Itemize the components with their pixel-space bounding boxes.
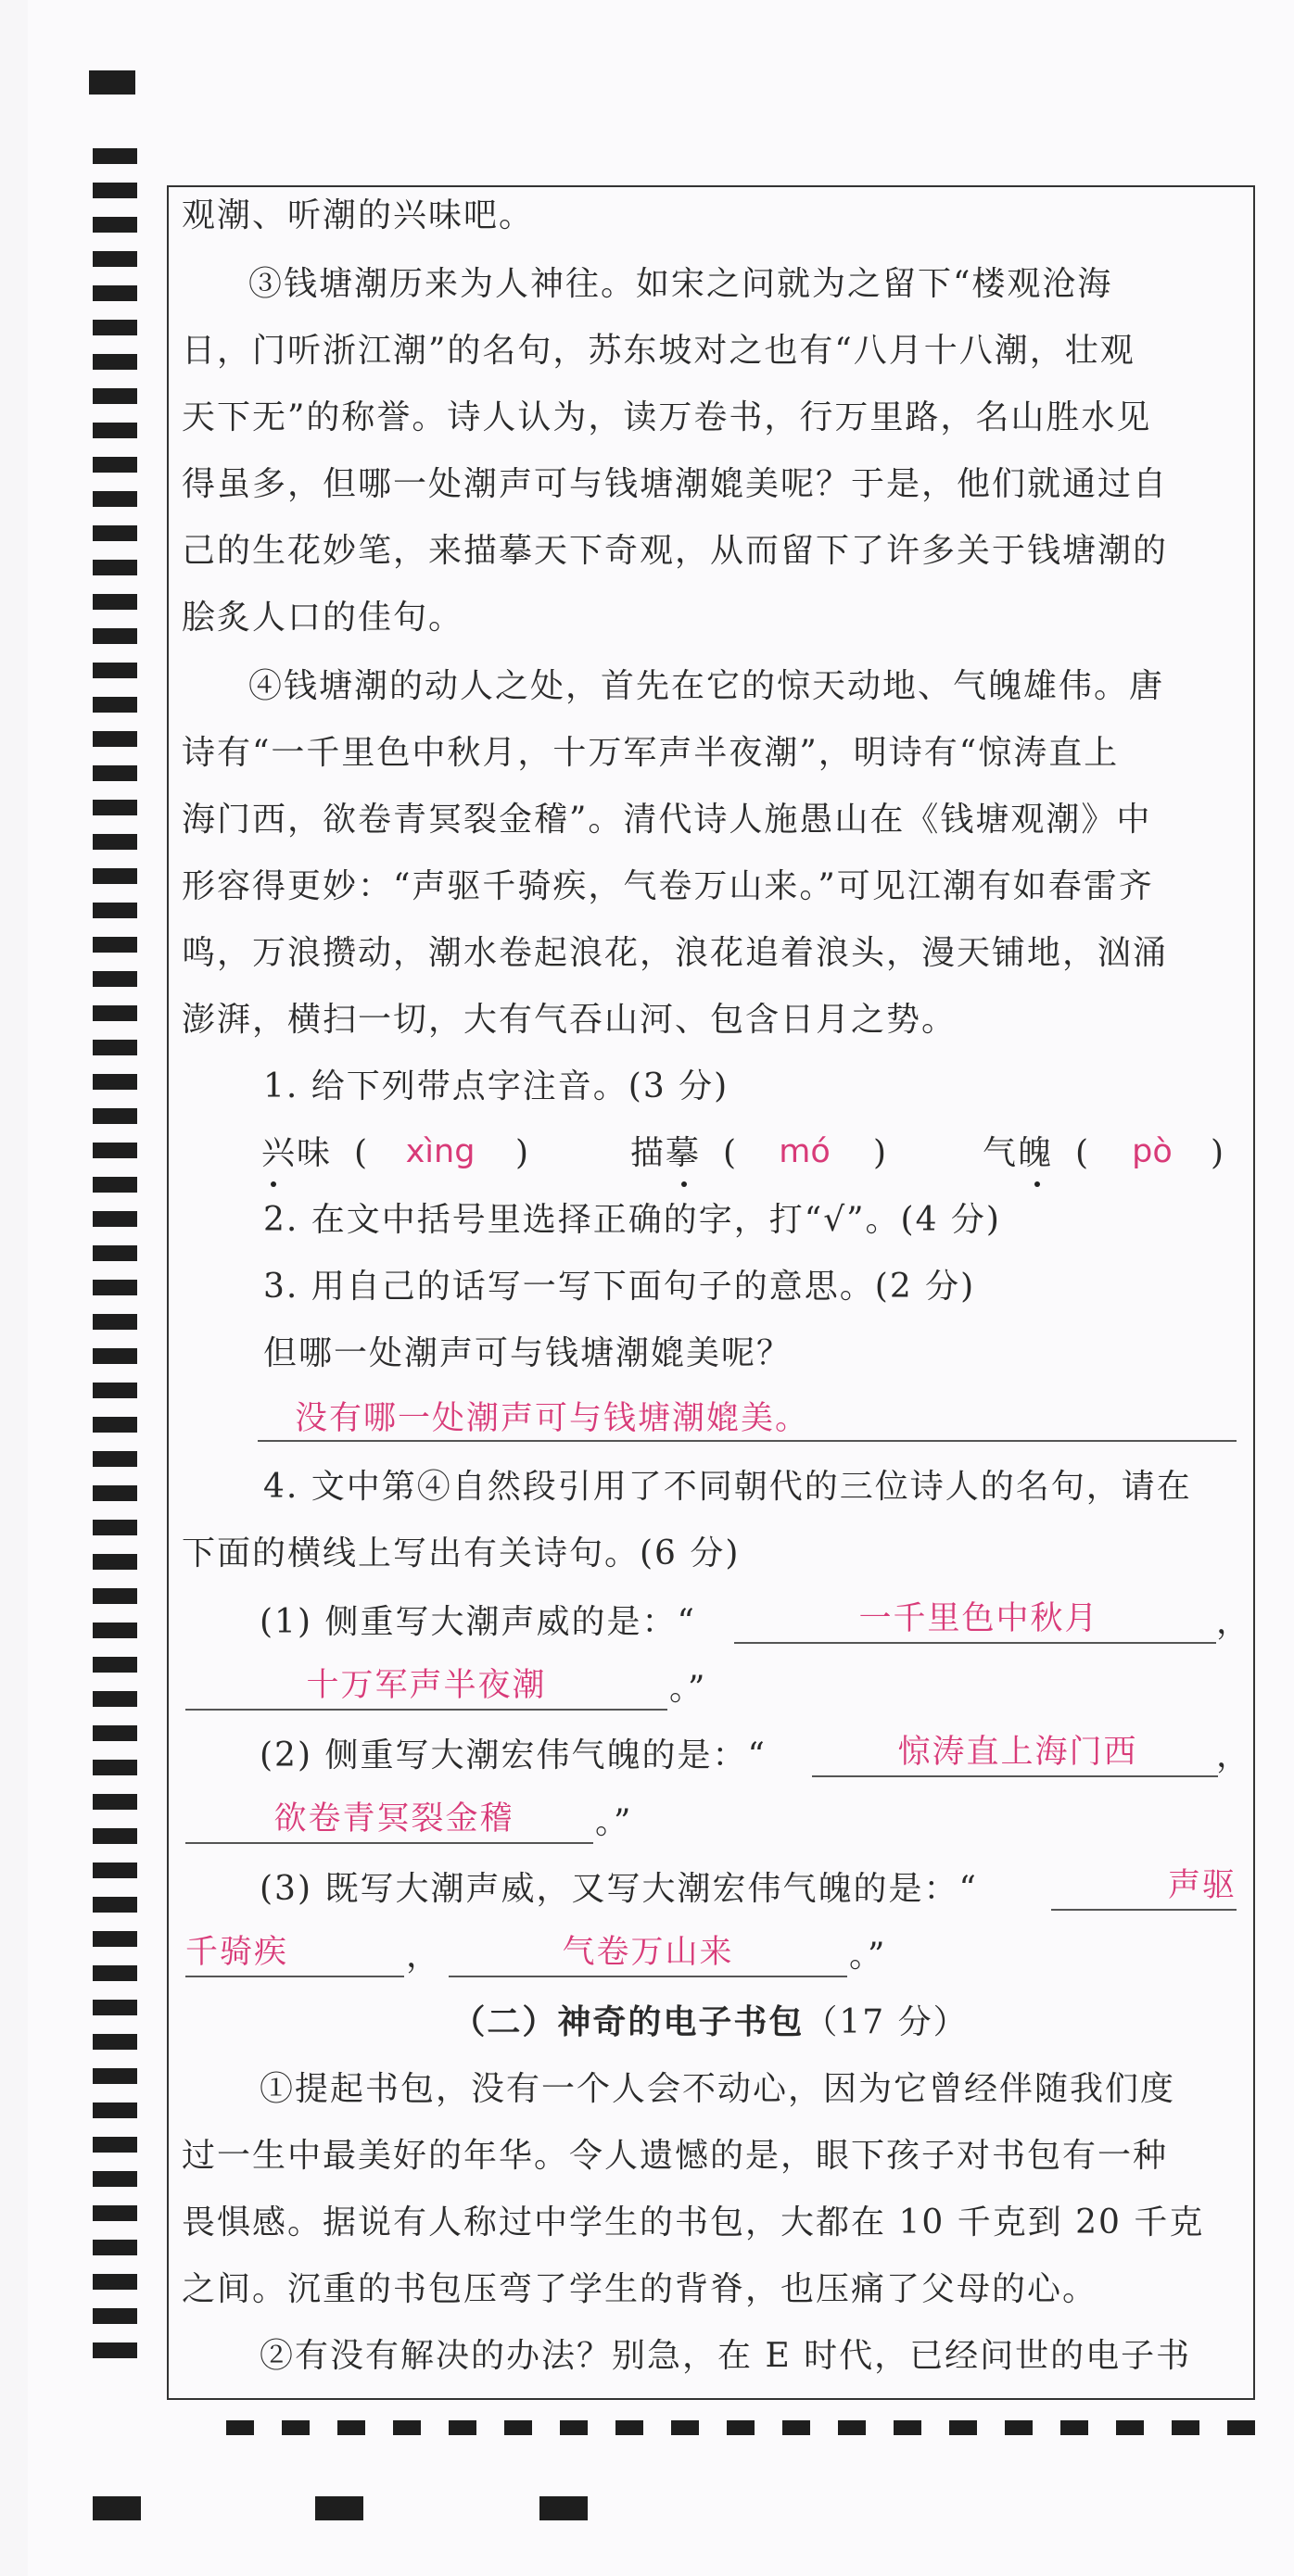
timing-mark <box>93 731 137 747</box>
timing-mark <box>93 1554 137 1570</box>
passage-line: 脍炙人口的佳句。 <box>182 599 464 637</box>
timing-mark <box>93 1863 137 1878</box>
timing-mark <box>93 2496 141 2520</box>
timing-mark <box>93 1657 137 1673</box>
q1-open-2: ( <box>723 1134 739 1172</box>
timing-mark <box>93 594 137 610</box>
timing-mark <box>93 388 137 404</box>
passage-line: 海门西，欲卷青冥裂金稽”。清代诗人施愚山在《钱塘观潮》中 <box>182 801 1152 839</box>
timing-mark <box>93 491 137 507</box>
timing-mark <box>1060 2420 1088 2435</box>
timing-mark <box>226 2420 254 2435</box>
timing-mark <box>93 1520 137 1535</box>
timing-mark <box>93 2171 137 2187</box>
timing-mark <box>93 560 137 575</box>
timing-mark <box>93 457 137 473</box>
timing-mark <box>93 2102 137 2118</box>
timing-mark <box>93 285 137 301</box>
timing-mark <box>93 1485 137 1501</box>
q4-sub2-answer-1: 惊涛直上海门西 <box>897 1734 1138 1771</box>
timing-mark <box>93 800 137 815</box>
timing-mark <box>93 183 137 198</box>
q1-word-1: 兴味 <box>261 1134 333 1172</box>
passage-line: 己的生花妙笔，来描摹天下奇观，从而留下了许多关于钱塘潮的 <box>182 532 1169 570</box>
q4-sub3-comma: ， <box>406 1937 442 1975</box>
timing-mark <box>393 2420 421 2435</box>
timing-mark <box>93 2068 137 2084</box>
passage-line: 过一生中最美好的年华。令人遗憾的是，眼下孩子对书包有一种 <box>182 2137 1169 2175</box>
timing-mark <box>93 251 137 267</box>
timing-mark <box>1172 2420 1199 2435</box>
answer-line <box>1051 1909 1237 1911</box>
passage-line: 日，门听浙江潮”的名句，苏东坡对之也有“八月十八潮，壮观 <box>182 332 1135 370</box>
q4-sub2-comma: ， <box>1216 1736 1252 1774</box>
answer-line <box>812 1775 1218 1777</box>
q4-sub3-label: (3) 既写大潮声威，又写大潮宏伟气魄的是：“ <box>260 1870 978 1908</box>
question-3-stem: 3. 用自己的话写一写下面句子的意思。(2 分) <box>263 1268 976 1306</box>
timing-mark <box>93 2308 137 2324</box>
timing-mark <box>93 1177 137 1193</box>
timing-mark <box>560 2420 588 2435</box>
timing-mark <box>93 663 137 678</box>
timing-mark <box>93 1451 137 1467</box>
timing-mark <box>1116 2420 1144 2435</box>
timing-mark <box>315 2496 363 2520</box>
timing-mark <box>93 1108 137 1124</box>
timing-mark <box>93 1417 137 1433</box>
q4-sub1-label: (1) 侧重写大潮声威的是：“ <box>260 1603 696 1641</box>
q4-sub3-answer-1b: 千骑疾 <box>185 1934 289 1971</box>
timing-mark <box>93 1760 137 1775</box>
question-3-sentence: 但哪一处潮声可与钱塘潮媲美呢？ <box>263 1334 793 1372</box>
answer-line <box>258 1440 1237 1442</box>
timing-mark <box>93 1725 137 1741</box>
timing-mark <box>93 1691 137 1707</box>
timing-mark <box>93 1314 137 1330</box>
timing-mark <box>93 1143 137 1158</box>
q4-sub1-answer-1: 一千里色中秋月 <box>858 1600 1099 1637</box>
q4-sub2-end: 。” <box>595 1803 633 1841</box>
timing-mark <box>93 834 137 850</box>
timing-mark <box>449 2420 476 2435</box>
passage-line: 观潮、听潮的兴味吧。 <box>182 196 535 234</box>
q1-answer-3: pò <box>1132 1133 1173 1170</box>
q1-close-2: ) <box>873 1134 889 1172</box>
timing-mark <box>93 1931 137 1947</box>
timing-mark <box>782 2420 810 2435</box>
timing-mark <box>93 1828 137 1844</box>
q4-sub3-answer-2: 气卷万山来 <box>562 1934 734 1971</box>
answer-line <box>185 1842 593 1844</box>
timing-mark <box>93 628 137 644</box>
timing-mark <box>282 2420 310 2435</box>
timing-mark <box>93 903 137 918</box>
passage-line: 畏惧感。据说有人称过中学生的书包，大都在 10 千克到 20 千克 <box>182 2203 1205 2241</box>
question-4-stem: 4. 文中第④自然段引用了不同朝代的三位诗人的名句，请在 <box>263 1468 1192 1506</box>
timing-mark <box>727 2420 755 2435</box>
answer-line <box>449 1976 847 1977</box>
passage-line: 天下无”的称誉。诗人认为，读万卷书，行万里路，名山胜水见 <box>182 398 1152 436</box>
emphasis-dot <box>271 1181 276 1187</box>
q4-sub2-label: (2) 侧重写大潮宏伟气魄的是：“ <box>260 1736 767 1774</box>
section-2-title: （二）神奇的电子书包 <box>451 2003 805 2041</box>
timing-mark <box>93 320 137 335</box>
emphasis-dot <box>681 1181 687 1187</box>
q4-sub1-answer-2: 十万军声半夜潮 <box>306 1667 547 1704</box>
question-3-answer: 没有哪一处潮声可与钱塘潮媲美。 <box>295 1400 810 1437</box>
timing-mark <box>93 354 137 370</box>
timing-mark <box>93 2240 137 2255</box>
q1-answer-2: mó <box>779 1133 831 1170</box>
timing-mark <box>1227 2420 1255 2435</box>
timing-mark <box>93 1211 137 1227</box>
q4-sub2-answer-2: 欲卷青冥裂金稽 <box>273 1800 514 1837</box>
passage-line: 澎湃，横扫一切，大有气吞山河、包含日月之势。 <box>182 1001 958 1039</box>
timing-mark <box>93 2000 137 2015</box>
passage-line: 之间。沉重的书包压弯了学生的背脊，也压痛了父母的心。 <box>182 2270 1098 2308</box>
passage-line: ①提起书包，没有一个人会不动心，因为它曾经伴随我们度 <box>260 2070 1176 2108</box>
passage-line: 鸣，万浪攒动，潮水卷起浪花，浪花追着浪头，漫天铺地，汹涌 <box>182 934 1169 972</box>
q1-word-3: 气魄 <box>983 1134 1054 1172</box>
section-2-heading <box>182 2000 1238 2046</box>
timing-mark <box>93 1588 137 1604</box>
passage-line: 得虽多，但哪一处潮声可与钱塘潮媲美呢？于是，他们就通过自 <box>182 465 1169 503</box>
timing-mark <box>93 1623 137 1638</box>
timing-mark <box>93 2034 137 2050</box>
timing-mark <box>93 2137 137 2153</box>
q1-open-1: ( <box>354 1134 370 1172</box>
timing-mark <box>838 2420 866 2435</box>
timing-mark <box>93 1280 137 1295</box>
answer-line <box>185 1976 404 1977</box>
q4-sub1-end: 。” <box>669 1670 707 1708</box>
question-4-stem: 下面的横线上写出有关诗句。(6 分) <box>182 1534 741 1572</box>
timing-mark <box>93 1383 137 1398</box>
q1-answer-1: xìng <box>405 1133 476 1170</box>
timing-mark <box>93 217 137 233</box>
passage-line: ②有没有解决的办法？别急，在 E 时代，已经问世的电子书 <box>260 2337 1192 2375</box>
answer-line <box>185 1709 667 1711</box>
timing-mark <box>93 423 137 438</box>
timing-mark <box>93 1074 137 1090</box>
timing-mark <box>93 1965 137 1981</box>
question-1-stem: 1. 给下列带点字注音。(3 分) <box>263 1067 729 1105</box>
timing-mark <box>93 1245 137 1261</box>
timing-mark <box>1005 2420 1033 2435</box>
passage-line: ③钱塘潮历来为人神往。如宋之问就为之留下“楼观沧海 <box>248 265 1113 303</box>
timing-mark <box>93 1348 137 1364</box>
timing-mark <box>93 148 137 164</box>
q4-sub3-end: 。” <box>849 1937 887 1975</box>
q1-close-1: ) <box>515 1134 531 1172</box>
q1-close-3: ) <box>1211 1134 1226 1172</box>
timing-mark <box>337 2420 365 2435</box>
question-2-stem: 2. 在文中括号里选择正确的字，打“√”。(4 分) <box>263 1201 1001 1239</box>
timing-mark <box>504 2420 532 2435</box>
timing-mark <box>89 70 135 95</box>
timing-mark <box>93 697 137 713</box>
timing-mark <box>93 868 137 884</box>
timing-mark <box>93 971 137 987</box>
timing-mark <box>93 937 137 953</box>
timing-mark <box>93 2274 137 2290</box>
timing-mark <box>894 2420 921 2435</box>
timing-mark <box>93 525 137 541</box>
timing-mark <box>539 2496 588 2520</box>
q4-sub3-answer-1a: 声驱 <box>1167 1867 1237 1904</box>
passage-line: 诗有“一千里色中秋月，十万军声半夜潮”，明诗有“惊涛直上 <box>182 734 1120 772</box>
q4-sub1-comma: ， <box>1216 1603 1252 1641</box>
q1-open-3: ( <box>1075 1134 1091 1172</box>
passage-line: 形容得更妙：“声驱千骑疾，气卷万山来。”可见江潮有如春雷齐 <box>182 867 1154 905</box>
timing-mark <box>93 1040 137 1055</box>
section-2-points: （17 分） <box>804 2003 969 2041</box>
answer-line <box>734 1642 1216 1644</box>
timing-mark <box>671 2420 699 2435</box>
emphasis-dot <box>1034 1181 1040 1187</box>
timing-mark <box>615 2420 643 2435</box>
timing-mark <box>93 765 137 781</box>
timing-mark <box>93 2342 137 2358</box>
timing-mark <box>93 1794 137 1810</box>
timing-mark <box>93 1005 137 1021</box>
timing-mark <box>949 2420 977 2435</box>
passage-line: ④钱塘潮的动人之处，首先在它的惊天动地、气魄雄伟。唐 <box>248 667 1165 705</box>
q1-word-2: 描摹 <box>630 1134 702 1172</box>
timing-mark <box>93 2205 137 2221</box>
timing-mark <box>93 1897 137 1913</box>
